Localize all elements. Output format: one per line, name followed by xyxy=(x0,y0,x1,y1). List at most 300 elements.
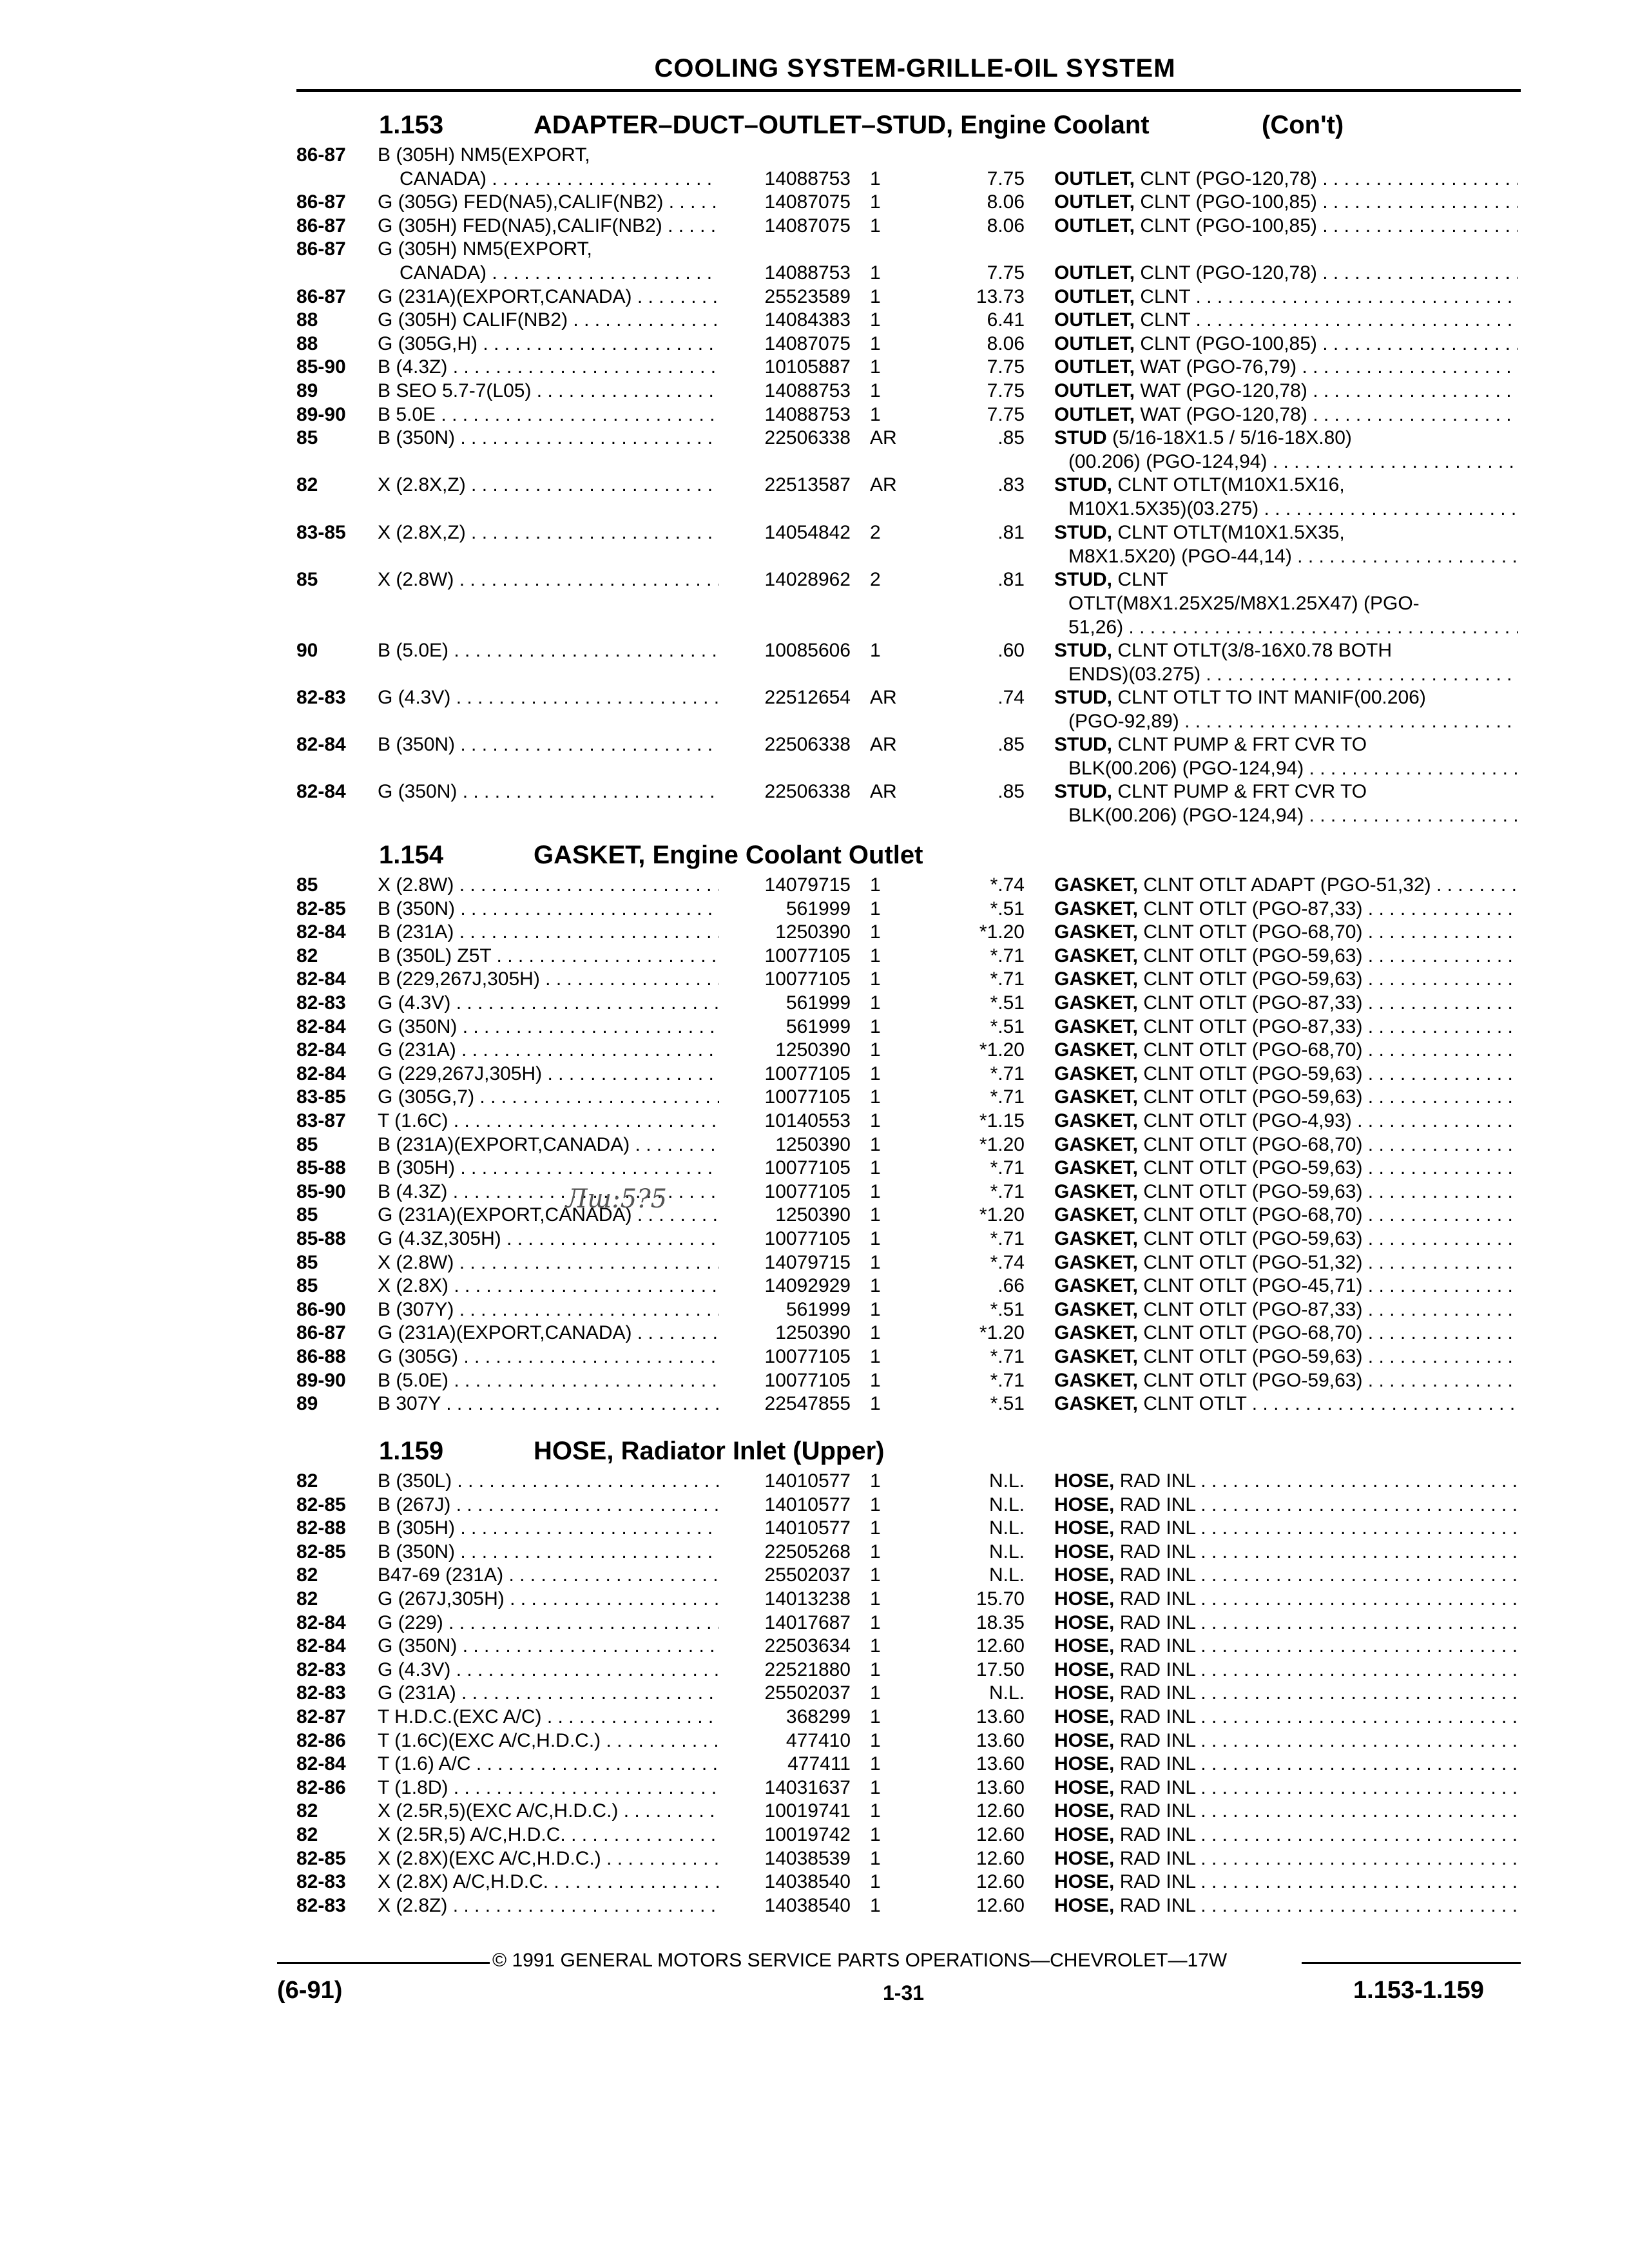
part-name-noun: HOSE, xyxy=(1054,1800,1115,1822)
part-name-noun: HOSE, xyxy=(1054,1541,1115,1562)
application xyxy=(378,214,719,238)
quantity: 1 xyxy=(870,1706,881,1727)
part-name-detail: RAD INL . . . xyxy=(1120,1706,1518,1727)
footer-rule-right xyxy=(1302,1962,1521,1964)
part-name-detail-cont: M10X1.5X35)(03.275) . . . xyxy=(1054,498,1518,519)
part-name-detail: RAD INL . . . xyxy=(1120,1848,1518,1869)
part-name-noun: GASKET, xyxy=(1054,1275,1139,1297)
application-line: G (231A)(EXPORT,CANADA) . . . xyxy=(378,1204,719,1225)
part-name-noun: GASKET, xyxy=(1054,1228,1139,1249)
quantity: AR xyxy=(870,781,897,803)
price: .81 xyxy=(998,568,1025,590)
application xyxy=(378,332,719,356)
application xyxy=(378,733,719,756)
quantity: 1 xyxy=(870,945,881,966)
application-line: G (231A)(EXPORT,CANADA) . . . xyxy=(378,1322,719,1343)
application-line: G (350N) . . . xyxy=(378,1016,719,1037)
part-name-detail: CLNT (PGO-100,85) . . . xyxy=(1140,333,1518,354)
application-line-2: CANADA) . . . xyxy=(378,262,719,284)
application-line: G (305G,7) . . . xyxy=(378,1086,719,1108)
application xyxy=(378,1298,719,1321)
part-name xyxy=(1054,426,1518,474)
parts-row xyxy=(0,897,1629,921)
price: 8.06 xyxy=(987,191,1025,213)
part-name-noun: HOSE, xyxy=(1054,1517,1115,1539)
model-years: 82-83 xyxy=(296,1658,346,1680)
parts-row xyxy=(0,1799,1629,1823)
part-name-noun: GASKET, xyxy=(1054,898,1139,919)
price: *.71 xyxy=(990,1180,1025,1202)
application-line: T H.D.C.(EXC A/C) . . . xyxy=(378,1706,719,1727)
part-name-detail: CLNT OTLT (PGO-59,63) . . . xyxy=(1143,1157,1518,1178)
part-number: 561999 xyxy=(786,1298,851,1320)
part-name xyxy=(1054,403,1518,427)
application-line: G (305G) . . . xyxy=(378,1346,719,1367)
price: 12.60 xyxy=(976,1894,1025,1916)
application xyxy=(378,1251,719,1274)
price: 7.75 xyxy=(987,356,1025,378)
application-line: G (305H) CALIF(NB2) . . . xyxy=(378,309,719,331)
part-number: 10077105 xyxy=(764,1157,851,1179)
section-title: HOSE, Radiator Inlet (Upper) xyxy=(534,1437,885,1465)
part-number: 14087075 xyxy=(764,332,851,354)
part-name-detail-cont: 51,26) . . . xyxy=(1054,617,1518,638)
part-name xyxy=(1054,308,1518,332)
parts-row xyxy=(0,1015,1629,1039)
part-number: 14010577 xyxy=(764,1494,851,1515)
part-name-detail: CLNT OTLT ADAPT (PGO-51,32) . . . xyxy=(1143,874,1518,896)
model-years: 85 xyxy=(296,874,318,896)
price: 12.60 xyxy=(976,1847,1025,1869)
part-name-noun: OUTLET, xyxy=(1054,403,1135,425)
part-name xyxy=(1054,1392,1518,1416)
part-name xyxy=(1054,568,1518,639)
part-name-noun: HOSE, xyxy=(1054,1635,1115,1657)
part-number: 14092929 xyxy=(764,1275,851,1297)
part-name xyxy=(1054,190,1518,214)
parts-row xyxy=(0,1870,1629,1894)
part-number: 14010577 xyxy=(764,1517,851,1539)
parts-row xyxy=(0,1062,1629,1086)
part-name-detail: RAD INL . . . xyxy=(1120,1588,1518,1610)
part-name-noun: GASKET, xyxy=(1054,1039,1139,1061)
quantity: 1 xyxy=(870,1729,881,1751)
application-line: G (229) . . . xyxy=(378,1612,719,1633)
parts-row xyxy=(0,1516,1629,1540)
application-line: G (231A)(EXPORT,CANADA) . . . xyxy=(378,286,719,307)
application-line: X (2.8X)(EXC A/C,H.D.C.) . . . xyxy=(378,1848,719,1869)
part-name-noun: GASKET, xyxy=(1054,1393,1139,1415)
part-number: 14087075 xyxy=(764,191,851,213)
part-name xyxy=(1054,214,1518,238)
model-years: 85-90 xyxy=(296,356,346,378)
section-continued-note: (Con't) xyxy=(1262,111,1344,139)
quantity: 1 xyxy=(870,1517,881,1539)
part-name-noun: GASKET, xyxy=(1054,921,1139,943)
quantity: 1 xyxy=(870,874,881,896)
part-name-noun: GASKET, xyxy=(1054,945,1139,966)
part-number: 14028962 xyxy=(764,568,851,590)
part-name-detail: CLNT OTLT (PGO-87,33) . . . xyxy=(1143,898,1518,919)
application-line: G (229,267J,305H) . . . xyxy=(378,1063,719,1084)
model-years: 82-83 xyxy=(296,1871,346,1893)
application xyxy=(378,308,719,332)
part-name xyxy=(1054,1298,1518,1321)
quantity: 1 xyxy=(870,168,881,189)
part-number: 14084383 xyxy=(764,309,851,331)
part-name-detail: CLNT OTLT (PGO-68,70) . . . xyxy=(1143,1204,1518,1225)
parts-row xyxy=(0,355,1629,379)
price: *1.20 xyxy=(979,1133,1025,1155)
part-number: 1250390 xyxy=(775,1133,851,1155)
part-name-detail-cont: (PGO-92,89) . . . xyxy=(1054,711,1518,732)
parts-row xyxy=(0,426,1629,473)
model-years: 82-84 xyxy=(296,1039,346,1061)
part-name-noun: GASKET, xyxy=(1054,874,1139,896)
part-name-detail: RAD INL . . . xyxy=(1120,1564,1518,1586)
parts-row xyxy=(0,1540,1629,1564)
part-name-detail: CLNT OTLT (PGO-51,32) . . . xyxy=(1143,1252,1518,1273)
parts-row xyxy=(0,1611,1629,1635)
part-name-noun: HOSE, xyxy=(1054,1706,1115,1727)
quantity: 1 xyxy=(870,262,881,284)
quantity: 1 xyxy=(870,1470,881,1492)
quantity: 2 xyxy=(870,568,881,590)
price: 13.60 xyxy=(976,1776,1025,1798)
model-years: 85 xyxy=(296,427,318,449)
part-name-noun: OUTLET, xyxy=(1054,380,1135,401)
parts-row xyxy=(0,1133,1629,1157)
application-line: B (267J) . . . xyxy=(378,1494,719,1515)
quantity: 1 xyxy=(870,1824,881,1845)
application xyxy=(378,379,719,403)
parts-row xyxy=(0,1298,1629,1321)
part-name xyxy=(1054,1493,1518,1517)
price: .83 xyxy=(998,474,1025,496)
part-name-noun: HOSE, xyxy=(1054,1871,1115,1893)
part-name xyxy=(1054,1251,1518,1274)
part-name-detail: CLNT OTLT (PGO-45,71) . . . xyxy=(1143,1275,1518,1296)
part-name-detail: CLNT OTLT (PGO-59,63) . . . xyxy=(1143,945,1518,966)
part-name-noun: OUTLET, xyxy=(1054,332,1135,354)
model-years: 82-84 xyxy=(296,968,346,990)
part-name xyxy=(1054,920,1518,944)
part-name-detail: CLNT (PGO-120,78) . . . xyxy=(1140,262,1518,284)
application xyxy=(378,1493,719,1517)
part-name xyxy=(1054,897,1518,921)
part-name xyxy=(1054,1563,1518,1587)
part-number: 22503634 xyxy=(764,1635,851,1657)
part-number: 22506338 xyxy=(764,734,851,755)
parts-row xyxy=(0,473,1629,520)
part-name xyxy=(1054,1015,1518,1039)
application-line: G (305G) FED(NA5),CALIF(NB2) . . . xyxy=(378,191,719,213)
part-name xyxy=(1054,1369,1518,1392)
part-name-detail-cont: BLK(00.206) (PGO-124,94) . . . xyxy=(1054,805,1518,826)
part-name xyxy=(1054,379,1518,403)
part-number: 10077105 xyxy=(764,1369,851,1391)
application xyxy=(378,967,719,991)
model-years: 82-85 xyxy=(296,1541,346,1562)
quantity: 1 xyxy=(870,1039,881,1061)
quantity: 1 xyxy=(870,1275,881,1297)
part-name xyxy=(1054,1870,1518,1894)
quantity: 1 xyxy=(870,285,881,307)
price: *.51 xyxy=(990,1298,1025,1320)
parts-row xyxy=(0,780,1629,827)
application-line: B (231A) . . . xyxy=(378,921,719,943)
quantity: 1 xyxy=(870,1564,881,1586)
parts-row xyxy=(0,920,1629,944)
part-number: 10077105 xyxy=(764,1180,851,1202)
part-name-detail: CLNT OTLT (PGO-68,70) . . . xyxy=(1143,1322,1518,1343)
application-line: B 5.0E . . . xyxy=(378,404,719,425)
quantity: 1 xyxy=(870,403,881,425)
price: .74 xyxy=(998,686,1025,708)
part-name-noun: OUTLET, xyxy=(1054,262,1135,284)
part-name xyxy=(1054,355,1518,379)
part-name-detail-cont: BLK(00.206) (PGO-124,94) . . . xyxy=(1054,758,1518,779)
model-years: 85-88 xyxy=(296,1228,346,1249)
part-name xyxy=(1054,1062,1518,1086)
quantity: 1 xyxy=(870,191,881,213)
part-name-noun: OUTLET, xyxy=(1054,309,1135,331)
part-number: 25523589 xyxy=(764,285,851,307)
application xyxy=(378,1156,719,1180)
part-name xyxy=(1054,1274,1518,1298)
part-name-noun: OUTLET, xyxy=(1054,191,1135,213)
part-name-detail: CLNT OTLT . . . xyxy=(1143,1393,1518,1414)
price: 13.60 xyxy=(976,1706,1025,1727)
model-years: 83-87 xyxy=(296,1110,346,1131)
parts-row xyxy=(0,403,1629,427)
part-name-noun: GASKET, xyxy=(1054,1133,1139,1155)
part-name-noun: OUTLET, xyxy=(1054,168,1135,189)
part-name xyxy=(1054,1180,1518,1204)
part-name xyxy=(1054,639,1518,686)
quantity: 1 xyxy=(870,380,881,401)
part-number: 14013238 xyxy=(764,1588,851,1610)
application-line: T (1.6C) . . . xyxy=(378,1110,719,1131)
application xyxy=(378,1540,719,1564)
quantity: 1 xyxy=(870,1086,881,1108)
quantity: 1 xyxy=(870,1369,881,1391)
part-name-detail: CLNT xyxy=(1117,568,1168,590)
part-number: 10077105 xyxy=(764,968,851,990)
model-years: 89 xyxy=(296,380,318,401)
model-years: 82-84 xyxy=(296,1635,346,1657)
application xyxy=(378,521,719,544)
parts-row xyxy=(0,1493,1629,1517)
model-years: 86-90 xyxy=(296,1298,346,1320)
application-line: B (5.0E) . . . xyxy=(378,1370,719,1391)
parts-row xyxy=(0,1085,1629,1109)
part-name-detail-cont: ENDS)(03.275) . . . xyxy=(1054,664,1518,685)
footer-rule-left xyxy=(277,1962,490,1964)
price: .60 xyxy=(998,639,1025,661)
part-name-detail: WAT (PGO-120,78) . . . xyxy=(1140,404,1518,425)
part-name-detail: RAD INL . . . xyxy=(1120,1612,1518,1633)
application xyxy=(378,873,719,897)
parts-row xyxy=(0,568,1629,639)
model-years: 85 xyxy=(296,1251,318,1273)
parts-row xyxy=(0,1274,1629,1298)
parts-row xyxy=(0,1392,1629,1416)
part-name-detail: RAD INL . . . xyxy=(1120,1517,1518,1539)
parts-row xyxy=(0,332,1629,356)
part-number: 14038540 xyxy=(764,1871,851,1893)
application xyxy=(378,1587,719,1611)
page-title: COOLING SYSTEM-GRILLE-OIL SYSTEM xyxy=(654,54,1176,82)
price: 7.75 xyxy=(987,168,1025,189)
application-line: X (2.8W) . . . xyxy=(378,874,719,896)
quantity: 1 xyxy=(870,1133,881,1155)
part-number: 10077105 xyxy=(764,1346,851,1367)
application xyxy=(378,1705,719,1729)
price: *.71 xyxy=(990,1228,1025,1249)
section-number: 1.154 xyxy=(379,841,444,869)
part-name-detail: CLNT OTLT (PGO-4,93) . . . xyxy=(1143,1110,1518,1131)
application-line: G (4.3Z,305H) . . . xyxy=(378,1228,719,1249)
application xyxy=(378,473,719,497)
parts-row xyxy=(0,1729,1629,1753)
model-years: 88 xyxy=(296,332,318,354)
price: 18.35 xyxy=(976,1611,1025,1633)
model-years: 82-83 xyxy=(296,686,346,708)
application xyxy=(378,403,719,427)
part-name-noun: OUTLET, xyxy=(1054,285,1135,307)
part-name-detail: CLNT (PGO-100,85) . . . xyxy=(1140,215,1518,236)
parts-row xyxy=(0,1469,1629,1493)
model-years: 82-84 xyxy=(296,1062,346,1084)
part-name-detail: CLNT OTLT (PGO-59,63) . . . xyxy=(1143,1346,1518,1367)
part-number: 14010577 xyxy=(764,1470,851,1492)
quantity: 1 xyxy=(870,968,881,990)
application-line: X (2.5R,5) A/C,H.D.C. . . . xyxy=(378,1824,719,1845)
part-name-detail: RAD INL . . . xyxy=(1120,1800,1518,1821)
part-name-noun: HOSE, xyxy=(1054,1753,1115,1775)
quantity: 1 xyxy=(870,356,881,378)
parts-row xyxy=(0,639,1629,686)
price: 12.60 xyxy=(976,1824,1025,1845)
parts-row xyxy=(0,1180,1629,1204)
part-name-detail: RAD INL . . . xyxy=(1120,1659,1518,1680)
application xyxy=(378,1062,719,1086)
price: N.L. xyxy=(988,1564,1025,1586)
model-years: 82-84 xyxy=(296,734,346,755)
application-line: T (1.6C)(EXC A/C,H.D.C.) . . . xyxy=(378,1730,719,1751)
price: 7.75 xyxy=(987,403,1025,425)
part-name-noun: HOSE, xyxy=(1054,1824,1115,1845)
part-name xyxy=(1054,1345,1518,1369)
parts-row xyxy=(0,1776,1629,1800)
part-name-detail: CLNT OTLT (PGO-68,70) . . . xyxy=(1143,1134,1518,1155)
model-years: 82-84 xyxy=(296,1753,346,1775)
part-name xyxy=(1054,1227,1518,1251)
part-name-detail: CLNT (PGO-120,78) . . . xyxy=(1140,168,1518,189)
part-number: 22547855 xyxy=(764,1393,851,1415)
quantity: AR xyxy=(870,427,897,449)
part-name-noun: GASKET, xyxy=(1054,1322,1139,1344)
application xyxy=(378,143,719,190)
part-name xyxy=(1054,1894,1518,1917)
part-name xyxy=(1054,1752,1518,1776)
part-name xyxy=(1054,1705,1518,1729)
application xyxy=(378,355,719,379)
application xyxy=(378,1392,719,1416)
model-years: 85-90 xyxy=(296,1180,346,1202)
quantity: 1 xyxy=(870,1635,881,1657)
price: *.51 xyxy=(990,992,1025,1014)
part-number: 561999 xyxy=(786,992,851,1014)
quantity: 1 xyxy=(870,1847,881,1869)
price: N.L. xyxy=(988,1682,1025,1704)
part-name-noun: GASKET, xyxy=(1054,1298,1139,1320)
part-number: 14088753 xyxy=(764,262,851,284)
application xyxy=(378,1469,719,1493)
part-name xyxy=(1054,733,1518,780)
part-name-detail: CLNT OTLT (PGO-87,33) . . . xyxy=(1143,1016,1518,1037)
parts-row xyxy=(0,1156,1629,1180)
part-name-detail: CLNT (PGO-100,85) . . . xyxy=(1140,191,1518,213)
model-years: 82 xyxy=(296,474,318,496)
part-name-detail: RAD INL . . . xyxy=(1120,1682,1518,1704)
quantity: 1 xyxy=(870,1228,881,1249)
application xyxy=(378,639,719,662)
application-line: B (5.0E) . . . xyxy=(378,640,719,661)
price: *1.20 xyxy=(979,921,1025,943)
parts-row xyxy=(0,308,1629,332)
price: *.71 xyxy=(990,1369,1025,1391)
application xyxy=(378,897,719,921)
parts-row xyxy=(0,1823,1629,1847)
application-line: G (267J,305H) . . . xyxy=(378,1588,719,1610)
application-line: X (2.8Z) . . . xyxy=(378,1895,719,1916)
section-number: 1.153 xyxy=(379,111,444,139)
model-years: 86-87 xyxy=(296,1322,346,1344)
parts-row xyxy=(0,1109,1629,1133)
part-name xyxy=(1054,1038,1518,1062)
price: .85 xyxy=(998,734,1025,755)
model-years: 82-84 xyxy=(296,921,346,943)
part-name xyxy=(1054,1085,1518,1109)
quantity: 1 xyxy=(870,1157,881,1179)
parts-row xyxy=(0,686,1629,733)
application-line: G (231A) . . . xyxy=(378,1039,719,1061)
quantity: 1 xyxy=(870,1298,881,1320)
part-name-noun: HOSE, xyxy=(1054,1658,1115,1680)
part-number: 22505268 xyxy=(764,1541,851,1562)
section-range: 1.153-1.159 xyxy=(1353,1977,1484,2004)
price: *.71 xyxy=(990,1086,1025,1108)
part-name-noun: GASKET, xyxy=(1054,968,1139,990)
part-name-detail: CLNT OTLT (PGO-59,63) . . . xyxy=(1143,1181,1518,1202)
model-years: 82-84 xyxy=(296,1015,346,1037)
part-name-noun: HOSE, xyxy=(1054,1470,1115,1492)
parts-row xyxy=(0,1227,1629,1251)
part-number: 10105887 xyxy=(764,356,851,378)
application-line: X (2.5R,5)(EXC A/C,H.D.C.) . . . xyxy=(378,1800,719,1821)
parts-row xyxy=(0,1681,1629,1705)
part-number: 1250390 xyxy=(775,1039,851,1061)
part-name-detail: (5/16-18X1.5 / 5/16-18X.80) xyxy=(1112,427,1352,449)
application-line: X (2.8W) . . . xyxy=(378,569,719,590)
application xyxy=(378,686,719,709)
handwritten-mark: Лш:5?5 xyxy=(566,1184,668,1214)
model-years: 85 xyxy=(296,568,318,590)
application xyxy=(378,1369,719,1392)
price: 12.60 xyxy=(976,1871,1025,1893)
